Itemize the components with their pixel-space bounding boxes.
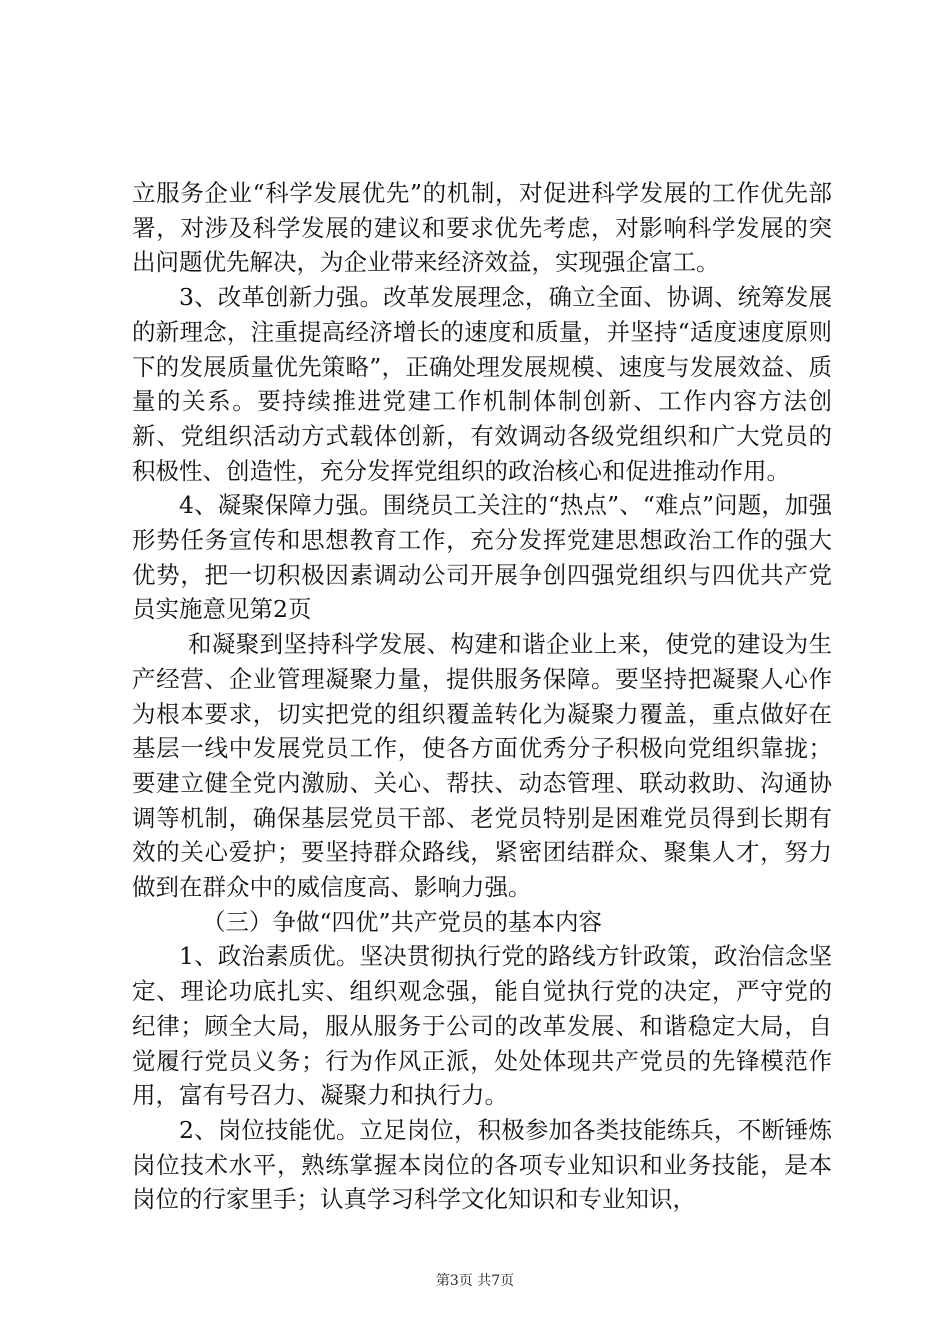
paragraph-item-1: 1、政治素质优。坚决贯彻执行党的路线方针政策，政治信念坚定、理论功底扎实、组织观念强，能自觉执行党的决定，严守党的纪律；顾全大局，服从服务于公司的改革发展、和谐稳定大局，自觉履行党员义务；行为作风正派，处处体现共产党员的先锋模范作用，富有号召力、凝聚力和执行力。 — [132, 942, 832, 1110]
paragraph-continued: 立服务企业“科学发展优先”的机制，对促进科学发展的工作优先部署，对涉及科学发展的建议和要求优先考虑，对影响科学发展的突出问题优先解决，为企业带来经济效益，实现强企富工。 — [132, 179, 832, 277]
paragraph-item-4: 4、凝聚保障力强。围绕员工关注的“热点”、“难点”问题，加强形势任务宣传和思想教育工作，充分发挥党建思想政治工作的强大优势，把一切积极因素调动公司开展争创四强党组织与四优共产党员实施意见第2页 — [132, 491, 832, 624]
page-footer: 第3页 共7页 — [435, 1273, 515, 1289]
paragraph-item-2: 2、岗位技能优。立足岗位，积极参加各类技能练兵，不断锤炼岗位技术水平，熟练掌握本岗位的各项专业知识和业务技能，是本岗位的行家里手；认真学习科学文化知识和专业知识， — [132, 1115, 832, 1214]
document-body — [132, 176, 832, 1217]
paragraph-item-3: 3、改革创新力强。改革发展理念，确立全面、协调、统筹发展的新理念，注重提高经济增长的速度和质量，并坚持“适度速度原则下的发展质量优先策略”，正确处理发展规模、速度与发展效益、质量的关系。要持续推进党建工作机制体制创新、工作内容方法创新、党组织活动方式载体创新，有效调动各级党组织和广大党员的积极性、创造性，充分发挥党组织的政治核心和促进推动作用。 — [132, 283, 832, 485]
section-heading: （三）争做“四优”共产党员的基本内容 — [202, 907, 603, 936]
paragraph-item-4-continued: 和凝聚到坚持科学发展、构建和谐企业上来，使党的建设为生产经营、企业管理凝聚力量，提供服务保障。要坚持把凝聚人心作为根本要求，切实把党的组织覆盖转化为凝聚力覆盖，重点做好在基层一线中发展党员工作，使各方面优秀分子积极向党组织靠拢；要建立健全党内激励、关心、帮扶、动态管理、联动救助、沟通协调等机制，确保基层党员干部、老党员特别是困难党员得到长期有效的关心爱护；要坚持群众路线，紧密团结群众、聚集人才，努力做到在群众中的威信度高、影响力强。 — [132, 630, 832, 902]
